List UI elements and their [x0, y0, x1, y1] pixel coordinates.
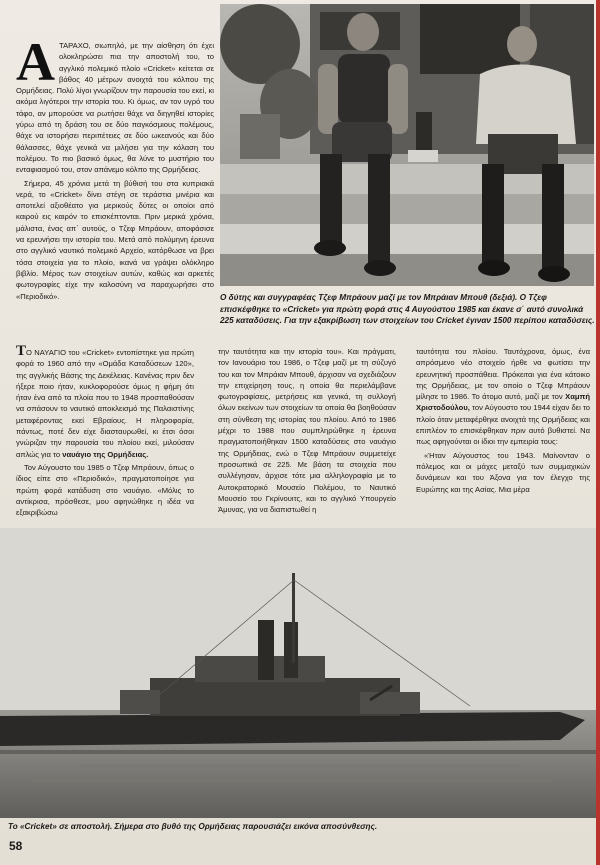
- column3-paragraph-1-text: ταυτότητα του πλοίου. Ταυτόχρονα, όμως, ένα απρόσμενο νέο στοιχείο ήρθε να φωτίσει την ερευνητική προσπάθεια. Πρόκειται για ένα κάτοικο της Ορμήδειας, με τον οποίο ο Τζεφ Μπράουν μίλησε το 1986. Το άτομο αυτό, μαζί με τον: [416, 347, 590, 402]
- photo-ship-cricket: [0, 528, 600, 818]
- photo-divers-on-steps: [220, 4, 594, 286]
- column3-paragraph-2: «Ήταν Αύγουστος του 1943. Μαίνονταν ο πόλεμος και οι μάχες μεταξύ των συμμαχικών δυνάμεων και του Άξονα για τον έλεγχο της Ευρώπης και της Ασίας. Μια μέρα: [416, 450, 590, 494]
- column1-paragraph-1: [16, 343, 194, 460]
- column1-paragraph-2: Τον Αύγουστο του 1985 ο Τζεφ Μπράουν, όπως ο ίδιος είπε στο «Περιοδικό», πραγματοποίησε για πρώτη φορά κατάδυση στο ναυάγιο. «Μόλις το αντίκρισα, πρόσθεσε, μου αφηνώθηκε η ιδέα να εξακριβώσω: [16, 462, 194, 518]
- article-column-3: [416, 346, 590, 497]
- page-number: 58: [9, 839, 23, 853]
- photo-divers-illustration: [220, 4, 594, 286]
- photo-caption-top: Ο δύτης και συγγραφέας Τζεφ Μπράουν μαζί με τον Μπράιαν Μπουθ (δεξιά). Ο Τζεφ επισκέφθηκε το «Cricket» για πρώτη φορά στις 4 Αυγούστου 1985 και έκανε σ΄ αυτό συνολικά 225 καταδύσεις. Για την εξακρίβωση των στοιχείων του Cricket έγιναν 1500 περίπου καταδύσεις.: [220, 293, 595, 326]
- page-edge-accent: [596, 0, 600, 865]
- intro-column: [16, 32, 214, 304]
- drop-cap: Α: [16, 32, 55, 92]
- lead-letter: Τ: [16, 343, 27, 359]
- intro-paragraph-1: ΤΑΡΑΧΟ, σιωπηλό, με την αίσθηση ότι έχει ολοκληρώσει πια την αποστολή του, το αγγλικό πολεμικό πλοίο «Cricket» κείτεται σε βάθος 40 μέτρων ανοιχτά του κόλπου της Ορμήδειας. Πολύ λίγοι γνωρίζουν την παρουσία του εκεί, κι ακόμα λιγότεροι την ιστορία του. Κι όμως, αν τον υγρό του τάφο, αν μπορούσε να ρωτήσει θάχε να διηγηθεί ιστορίες γύρω από τη δράση του σε δύο παγκόσμιους πολέμους, θάχε να ιστορήσει περιπέτειες σε δύο ωκεανούς και δύο θάλασσες, θάχε γενικά να μιλήσει για την κόλαση του πολέμου. Το πιο βασικό όμως, θα λύνε το μυστήριο του ενταφιασμού του, στον απάνεμο κόλπο της Ορμήδειας.: [16, 41, 214, 175]
- intro-paragraph-2: Σήμερα, 45 χρόνια μετά τη βύθισή του στα κυπριακά νερά, το «Cricket» δίνει στέγη σε τεράστια μινέρια και αποτελεί αξιοθέατο για μερικούς δύτες οι οποίοι από καιρού εις καιρόν το επισκέπτονται. Πριν μερικά χρόνια, μάλιστα, ένας απ΄ αυτούς, ο Τζεφ Μπράουν, αποφάσισε να ερευνήσει την ιστορία του. Μετά από πολύμηνη έρευνα στο αγγλικό ναυτικό πολεμικό Αρχείο, κατόρθωσε να βρει τόσα στοιχεία για το πλοίο, ικανά να γράψει ολόκληρο βιβλίο. Μέρος των στοιχείων αυτών, καθώς και αρκετές φωτογραφίες είχε την καλοσύνη να παραχωρήσει στο «Περιοδικό».: [16, 178, 214, 301]
- article-column-2: [218, 346, 396, 517]
- photo-caption-bottom: Το «Cricket» σε αποστολή. Σήμερα στο βυθό της Ορμήδειας παρουσιάζει εικόνα αποσύνθεσης.: [8, 822, 378, 831]
- photo-ship-illustration: [0, 528, 600, 818]
- column3-paragraph-1: [416, 346, 590, 448]
- column2-paragraph-1: την ταυτότητα και την ιστορία του». Και πράγματι, τον Ιανουάριο του 1986, ο Τζεφ μαζί με τη σύζυγό του και τον Μπράιαν Μπουθ, άρχισαν να σχεδιάζουν την επιχείρηση τους, η οποία θα περιελάμβανε φωτογραφίσεις, μετρήσεις και γενικά, τη συλλογή όλων εκείνων των στοιχείων τα οποία θα βοηθούσαν στη σύνθεση της ιστορίας του πλοίου. Από το 1986 μέχρι το 1988 που συμπληρώθηκε η έρευνα πραγματοποιήθηκαν 1500 καταδύσεις στο ναυάγιο της Ορμήδειας, ενώ ο Τζεφ Μπράουν συμμετείχε προσωπικά σε 225. Με βάση τα στοιχεία που συλλέγησαν, άρχισε τότε μια αλληλογραφία με το Αυτοκρατορικό Μουσείο Πολέμου, το Ναυτικό Μουσείο του Γκρίνουιτς, και το αγγλικό Υπουργείο Άμυνας, για να διαπιστωθεί η: [218, 347, 396, 515]
- bold-name-christodoulou: Χαμπή Χριστοδούλου,: [416, 392, 590, 413]
- column3-paragraph-1-end: τον Αύγουστο του 1944 είχαν δει το πλοίο όταν μεταφέρθηκε ανοιχτά της Ορμήδειας και επιπλέον το επισκέφθηκαν πριν αυτό βυθιστεί. Να πως αφηγούνται οι ίδιοι την εμπειρία τους:: [416, 403, 590, 447]
- article-column-1: [16, 343, 194, 520]
- bold-phrase-nauagio: ναυάγιο της Ορμήδειας.: [62, 449, 149, 459]
- column1-paragraph-1-text: Ο ΝΑΥΑΓΙΟ του «Cricket» εντοπίστηκε για πρώτη φορά το 1960 από την «Ομάδα Καταδύσεων 120», της αγγλικής Βάσης της Δεκέλειας. Κανένας πριν δεν ήξερε ποιο ήταν, κυκλοφορούσε όμως η φήμη ότι ήταν ένα από τα πλοία που το 1948 προσπαθούσαν να σπάσουν το ναυτικό αποκλεισμό της Παλαιστίνης μεταφέροντας εκεί Εβραίους. Η πληροφορία, πάντως, ποτέ δεν είχε διασταυρωθεί, κι έτσι όσοι γνώριζαν την παρουσία του πλοίου εκεί, μιλούσαν απλώς για το: [16, 348, 194, 459]
